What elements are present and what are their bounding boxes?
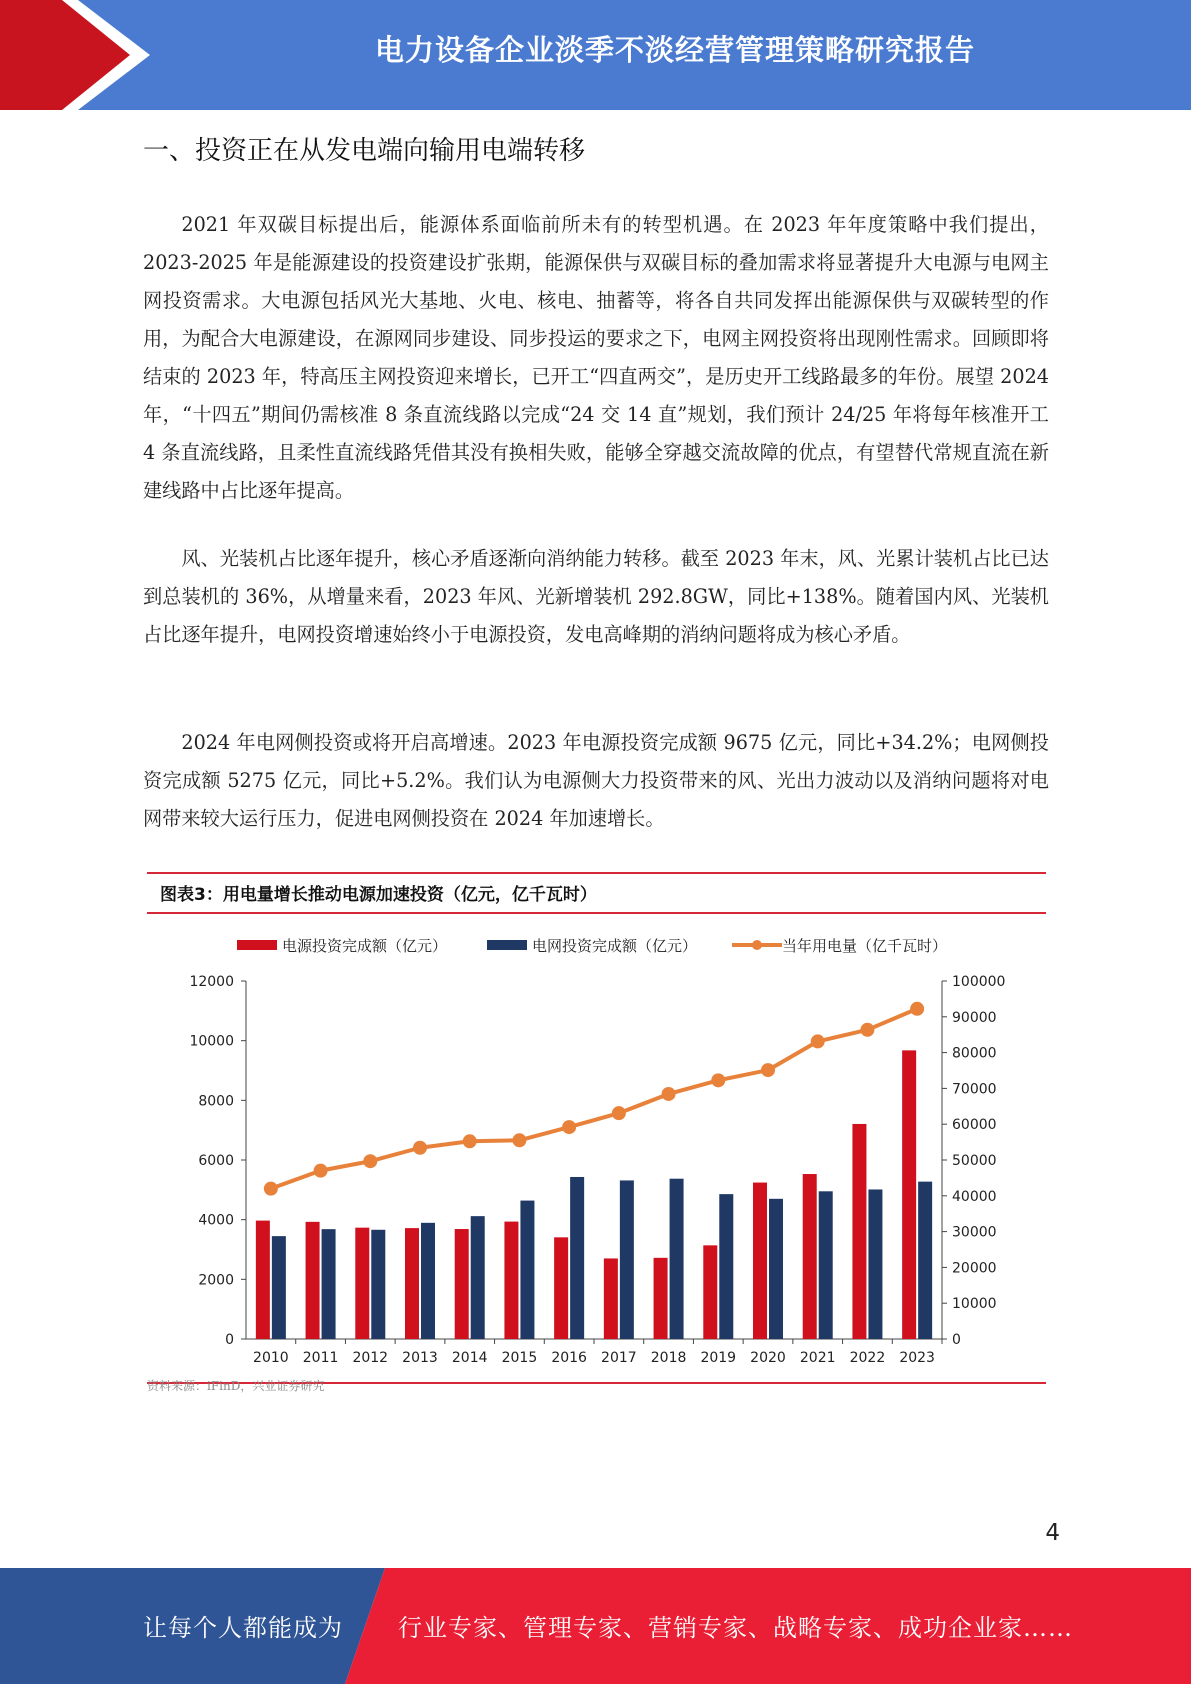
bar-power-source-2015 [504,1222,518,1339]
report-header [0,0,1191,110]
x-tick-label-2022: 2022 [849,1350,886,1366]
electricity-point-2015 [512,1133,526,1147]
header-chevron-icon [0,0,150,110]
x-tick-label-2015: 2015 [501,1350,538,1366]
bar-grid-2012 [371,1230,385,1339]
electricity-point-2012 [363,1154,377,1168]
right-tick-label-5: 50000 [952,1153,997,1169]
bar-power-source-2020 [753,1183,767,1339]
bar-grid-2019 [719,1194,733,1339]
bar-grid-2021 [819,1191,833,1339]
bar-grid-2018 [670,1179,684,1339]
bar-power-source-2022 [852,1124,866,1339]
electricity-point-2017 [612,1106,626,1120]
electricity-point-2018 [662,1087,676,1101]
x-tick-label-2018: 2018 [650,1350,687,1366]
bar-power-source-2010 [256,1221,270,1339]
electricity-point-2023 [910,1002,924,1016]
paragraph-2: 风、光装机占比逐年提升，核心矛盾逐渐向消纳能力转移。截至 2023 年末，风、光累计装机占比已达到总装机的 36%，从增量来看，2023 年风、光新增装机 292.8GW，同比+138%。随着国内风、光装机占比逐年提升，电网投资增速始终小于电源投资，发电高峰期的消纳问题将成为核心矛盾。 [143,547,1049,646]
left-tick-label-0: 0 [225,1332,234,1348]
bar-power-source-2021 [803,1174,817,1339]
right-tick-label-4: 40000 [952,1188,997,1205]
bar-power-source-2019 [703,1245,717,1339]
right-tick-label-10: 100000 [952,974,1006,990]
figure-title: 图表3：用电量增长推动电源加速投资（亿元，亿千瓦时） [160,885,597,905]
bar-grid-2016 [570,1177,584,1339]
section-heading: 一、投资正在从发电端向输用电端转移 [143,136,586,166]
page-number: 4 [1045,1520,1060,1546]
right-tick-label-6: 60000 [952,1117,997,1134]
right-tick-label-2: 20000 [952,1260,997,1277]
right-tick-label-9: 90000 [952,1009,997,1026]
electricity-point-2019 [711,1073,725,1087]
paragraph-1: 2021 年双碳目标提出后，能源体系面临前所未有的转型机遇。在 2023 年年度策略中我们提出，2023-2025 年是能源建设的投资建设扩张期，能源保供与双碳目标的叠加需求将显著提升大电源与电网主网投资需求。大电源包括风光大基地、火电、核电、抽蓄等，将各自共同发挥出能源保供与双碳转型的作用，为配合大电源建设，在源网同步建设、同步投运的要求之下，电网主网投资将出现刚性需求。回顾即将结束的 2023 年，特高压主网投资迎来增长，已开工“四直两交”，是历史开工线路最多的年份。展望 2024 年，“十四五”期间仍需核准 8 条直流线路以完成“24 交 14 直”规划，我们预计 24/25 年将每年核准开工 4 条直流线路，且柔性直流线路凭借其没有换相失败，能够全穿越交流故障的优点，有望替代常规直流在新建线路中占比逐年提高。 [143,213,1049,502]
bar-grid-2010 [272,1236,286,1339]
bar-grid-2022 [868,1189,882,1339]
bar-grid-2023 [918,1182,932,1339]
bar-power-source-2016 [554,1237,568,1339]
electricity-point-2022 [860,1023,874,1037]
legend-label-2: 电网投资完成额（亿元） [532,937,698,955]
bar-power-source-2017 [604,1258,618,1339]
bar-power-source-2011 [306,1222,320,1339]
bar-grid-2011 [322,1229,336,1339]
x-tick-label-2011: 2011 [302,1350,339,1366]
left-tick-label-2: 4000 [198,1212,234,1229]
bar-grid-2015 [520,1201,534,1339]
report-title: 电力设备企业淡季不淡经营管理策略研究报告 [374,33,975,67]
bar-grid-2017 [620,1180,634,1339]
x-tick-label-2019: 2019 [700,1350,737,1366]
right-tick-label-8: 80000 [952,1045,997,1062]
bar-power-source-2023 [902,1050,916,1339]
x-tick-label-2010: 2010 [253,1350,289,1366]
bar-grid-2014 [471,1216,485,1339]
figure-source: 资料来源：iFinD，兴业证券研究 [147,1379,325,1393]
bar-grid-2013 [421,1223,435,1339]
x-tick-label-2023: 2023 [899,1350,935,1366]
left-tick-label-6: 12000 [189,974,234,990]
electricity-point-2010 [264,1182,278,1196]
electricity-point-2013 [413,1141,427,1155]
investment-chart [147,920,1046,1380]
figure-top-rule [147,872,1046,874]
electricity-point-2021 [811,1034,825,1048]
paragraph-3: 2024 年电网侧投资或将开启高增速。2023 年电源投资完成额 9675 亿元，同比+34.2%；电网侧投资完成额 5275 亿元，同比+5.2%。我们认为电源侧大力投资带来的风、光出力波动以及消纳问题将对电网带来较大运行压力，促进电网侧投资在 2024 年加速增长。 [143,731,1049,830]
right-tick-label-7: 70000 [952,1081,997,1098]
bar-power-source-2014 [455,1229,469,1339]
left-tick-label-3: 6000 [198,1153,234,1169]
legend-swatch-1 [237,940,277,950]
x-tick-label-2016: 2016 [551,1350,587,1366]
footer-slogan-left: 让每个人都能成为 [143,1614,343,1642]
legend-marker-3 [752,940,762,950]
x-tick-label-2014: 2014 [451,1350,488,1366]
electricity-point-2014 [463,1134,477,1148]
x-tick-label-2017: 2017 [601,1350,637,1366]
x-tick-label-2013: 2013 [402,1350,438,1366]
electricity-point-2016 [562,1120,576,1134]
left-tick-label-5: 10000 [189,1033,234,1050]
right-tick-label-3: 30000 [952,1224,997,1241]
x-tick-label-2012: 2012 [352,1350,389,1366]
electricity-point-2011 [314,1164,328,1178]
bar-power-source-2013 [405,1228,419,1339]
figure-title-rule [147,912,1046,914]
left-tick-label-4: 8000 [198,1093,234,1110]
x-tick-label-2021: 2021 [799,1350,836,1366]
electricity-point-2020 [761,1063,775,1077]
right-tick-label-0: 0 [952,1332,961,1348]
footer-slogan-right: 行业专家、管理专家、营销专家、战略专家、成功企业家…… [398,1614,1073,1642]
left-tick-label-1: 2000 [198,1272,234,1289]
right-tick-label-1: 10000 [952,1296,997,1313]
bar-power-source-2018 [654,1258,668,1339]
x-tick-label-2020: 2020 [750,1350,786,1366]
legend-label-3: 当年用电量（亿千瓦时） [782,937,948,955]
bar-power-source-2012 [355,1228,369,1339]
bar-grid-2020 [769,1199,783,1339]
legend-swatch-2 [487,940,527,950]
legend-label-1: 电源投资完成额（亿元） [282,937,448,955]
